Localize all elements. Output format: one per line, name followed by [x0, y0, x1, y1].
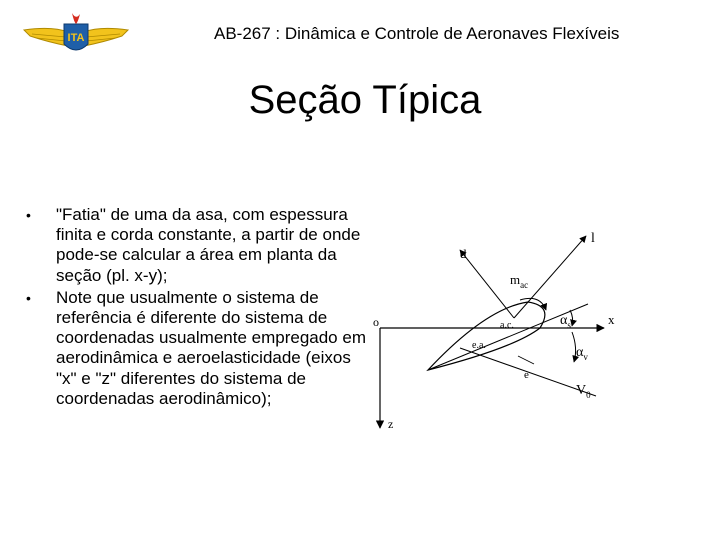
logo-text: ITA [67, 32, 85, 44]
list-item [26, 288, 371, 409]
ac-label: a.c. [500, 320, 514, 331]
x-axis-label: x [608, 312, 615, 327]
bullet-text: "Fatia" de uma da asa, com espessura finita e corda constante, a partir de onde pode-se calcular a área em planta da seção (pl. x-y); [56, 205, 361, 285]
bullet-icon: • [26, 207, 31, 223]
velocity-label: $V_0$ [576, 383, 591, 400]
typical-section-diagram [364, 222, 624, 440]
lift-arrow [514, 236, 586, 318]
list-item [26, 205, 371, 286]
z-axis-label: z [388, 417, 394, 431]
bullet-text: Note que usualmente o sistema de referência é diferente do sistema de coordenadas usualmente empregado em aerodinâmica e aeroelasticidade (eixos "x" e "z" diferentes do sistema de coordenadas aerodinâmico); [56, 287, 366, 408]
ea-label: e.a. [472, 340, 486, 351]
e-dimension [518, 356, 534, 364]
drag-arrow [460, 250, 514, 318]
alpha-v-label: $\alpha_v$ [576, 345, 588, 362]
e-label: e [524, 369, 529, 381]
moment-label: $m_{ac}$ [510, 272, 529, 290]
winged-logo-icon [22, 10, 130, 60]
slide-title: Seção Típica [248, 78, 482, 122]
alpha-s-label: $\alpha_s$ [560, 313, 571, 330]
bullet-list [26, 205, 371, 411]
lift-label: l [591, 231, 595, 246]
bullet-icon: • [26, 289, 31, 306]
origin-label: o [373, 315, 379, 329]
drag-label: d [460, 246, 467, 261]
course-header: AB-267 : Dinâmica e Controle de Aeronaves Flexíveis [214, 24, 620, 43]
airfoil-shape [428, 302, 545, 370]
